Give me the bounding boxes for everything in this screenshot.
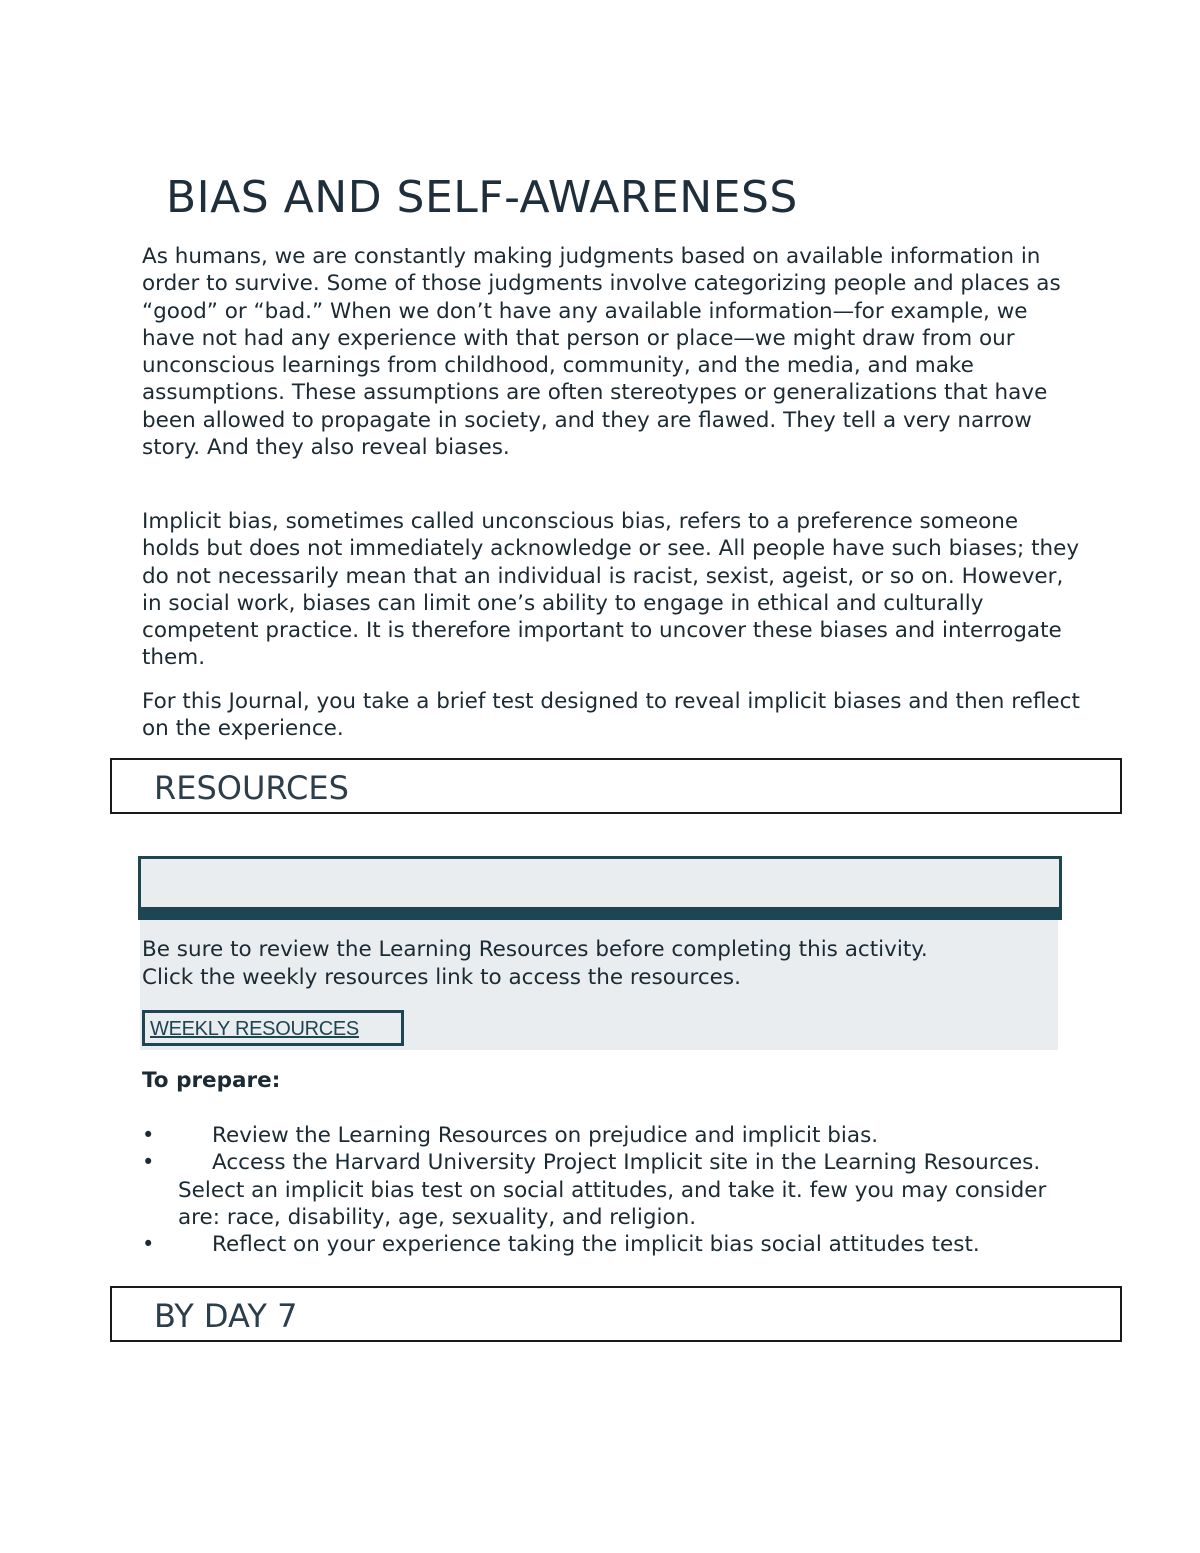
list-item-text: Review the Learning Resources on prejudice and implicit bias.	[212, 1123, 879, 1148]
weekly-resources-label[interactable]: WEEKLY RESOURCES	[150, 1018, 359, 1040]
prepare-list	[142, 1122, 1082, 1258]
by-day-7-section-header	[110, 1286, 1122, 1342]
callout-divider-bar	[138, 907, 1062, 920]
resources-section-header	[110, 758, 1122, 814]
list-item-text: Access the Harvard University Project Implicit site in the Learning Resources. Select an implicit bias test on social attitudes, and take it. few you may consider are: race, disability, age, sexuality, and religion.	[178, 1150, 1047, 1230]
implicit-bias-paragraph: Implicit bias, sometimes called unconscious bias, refers to a preference someone holds but does not immediately acknowledge or see. All people have such biases; they do not necessarily mean that an individual is racist, sexist, ageist, or so on. However, in social work, biases can limit one’s ability to engage in ethical and culturally competent practice. It is therefore important to uncover these biases and interrogate them.	[142, 509, 1080, 671]
callout-line-2: Click the weekly resources link to access the resources.	[142, 965, 741, 990]
list-item	[142, 1231, 1082, 1258]
list-item	[142, 1122, 1082, 1149]
page-title: BIAS AND SELF-AWARENESS	[166, 172, 798, 223]
bullet-icon: •	[142, 1123, 155, 1147]
callout-text	[142, 936, 1052, 992]
to-prepare-heading: To prepare:	[142, 1068, 281, 1093]
intro-paragraph: As humans, we are constantly making judgments based on available information in order to survive. Some of those judgments involve categorizing people and places as “good” or “bad.” When we don’t have any available information—for example, we have not had any experience with that person or place—we might draw from our unconscious learnings from childhood, community, and the media, and make assumptions. These assumptions are often stereotypes or generalizations that have been allowed to propagate in society, and they are flawed. They tell a very narrow story. And they also reveal biases.	[142, 244, 1061, 461]
bullet-icon: •	[142, 1232, 155, 1257]
callout-line-1: Be sure to review the Learning Resources before completing this activity.	[142, 937, 928, 962]
list-item-text: Reflect on your experience taking the implicit bias social attitudes test.	[212, 1232, 980, 1258]
by-day-7-heading: BY DAY 7	[154, 1297, 298, 1335]
journal-paragraph: For this Journal, you take a brief test designed to reveal implicit biases and then reflect on the experience.	[142, 689, 1080, 742]
list-item	[142, 1149, 1082, 1231]
weekly-resources-link[interactable]	[142, 1010, 404, 1046]
callout-header-box	[138, 856, 1062, 907]
bullet-icon: •	[142, 1150, 155, 1175]
resources-heading: RESOURCES	[154, 769, 349, 807]
